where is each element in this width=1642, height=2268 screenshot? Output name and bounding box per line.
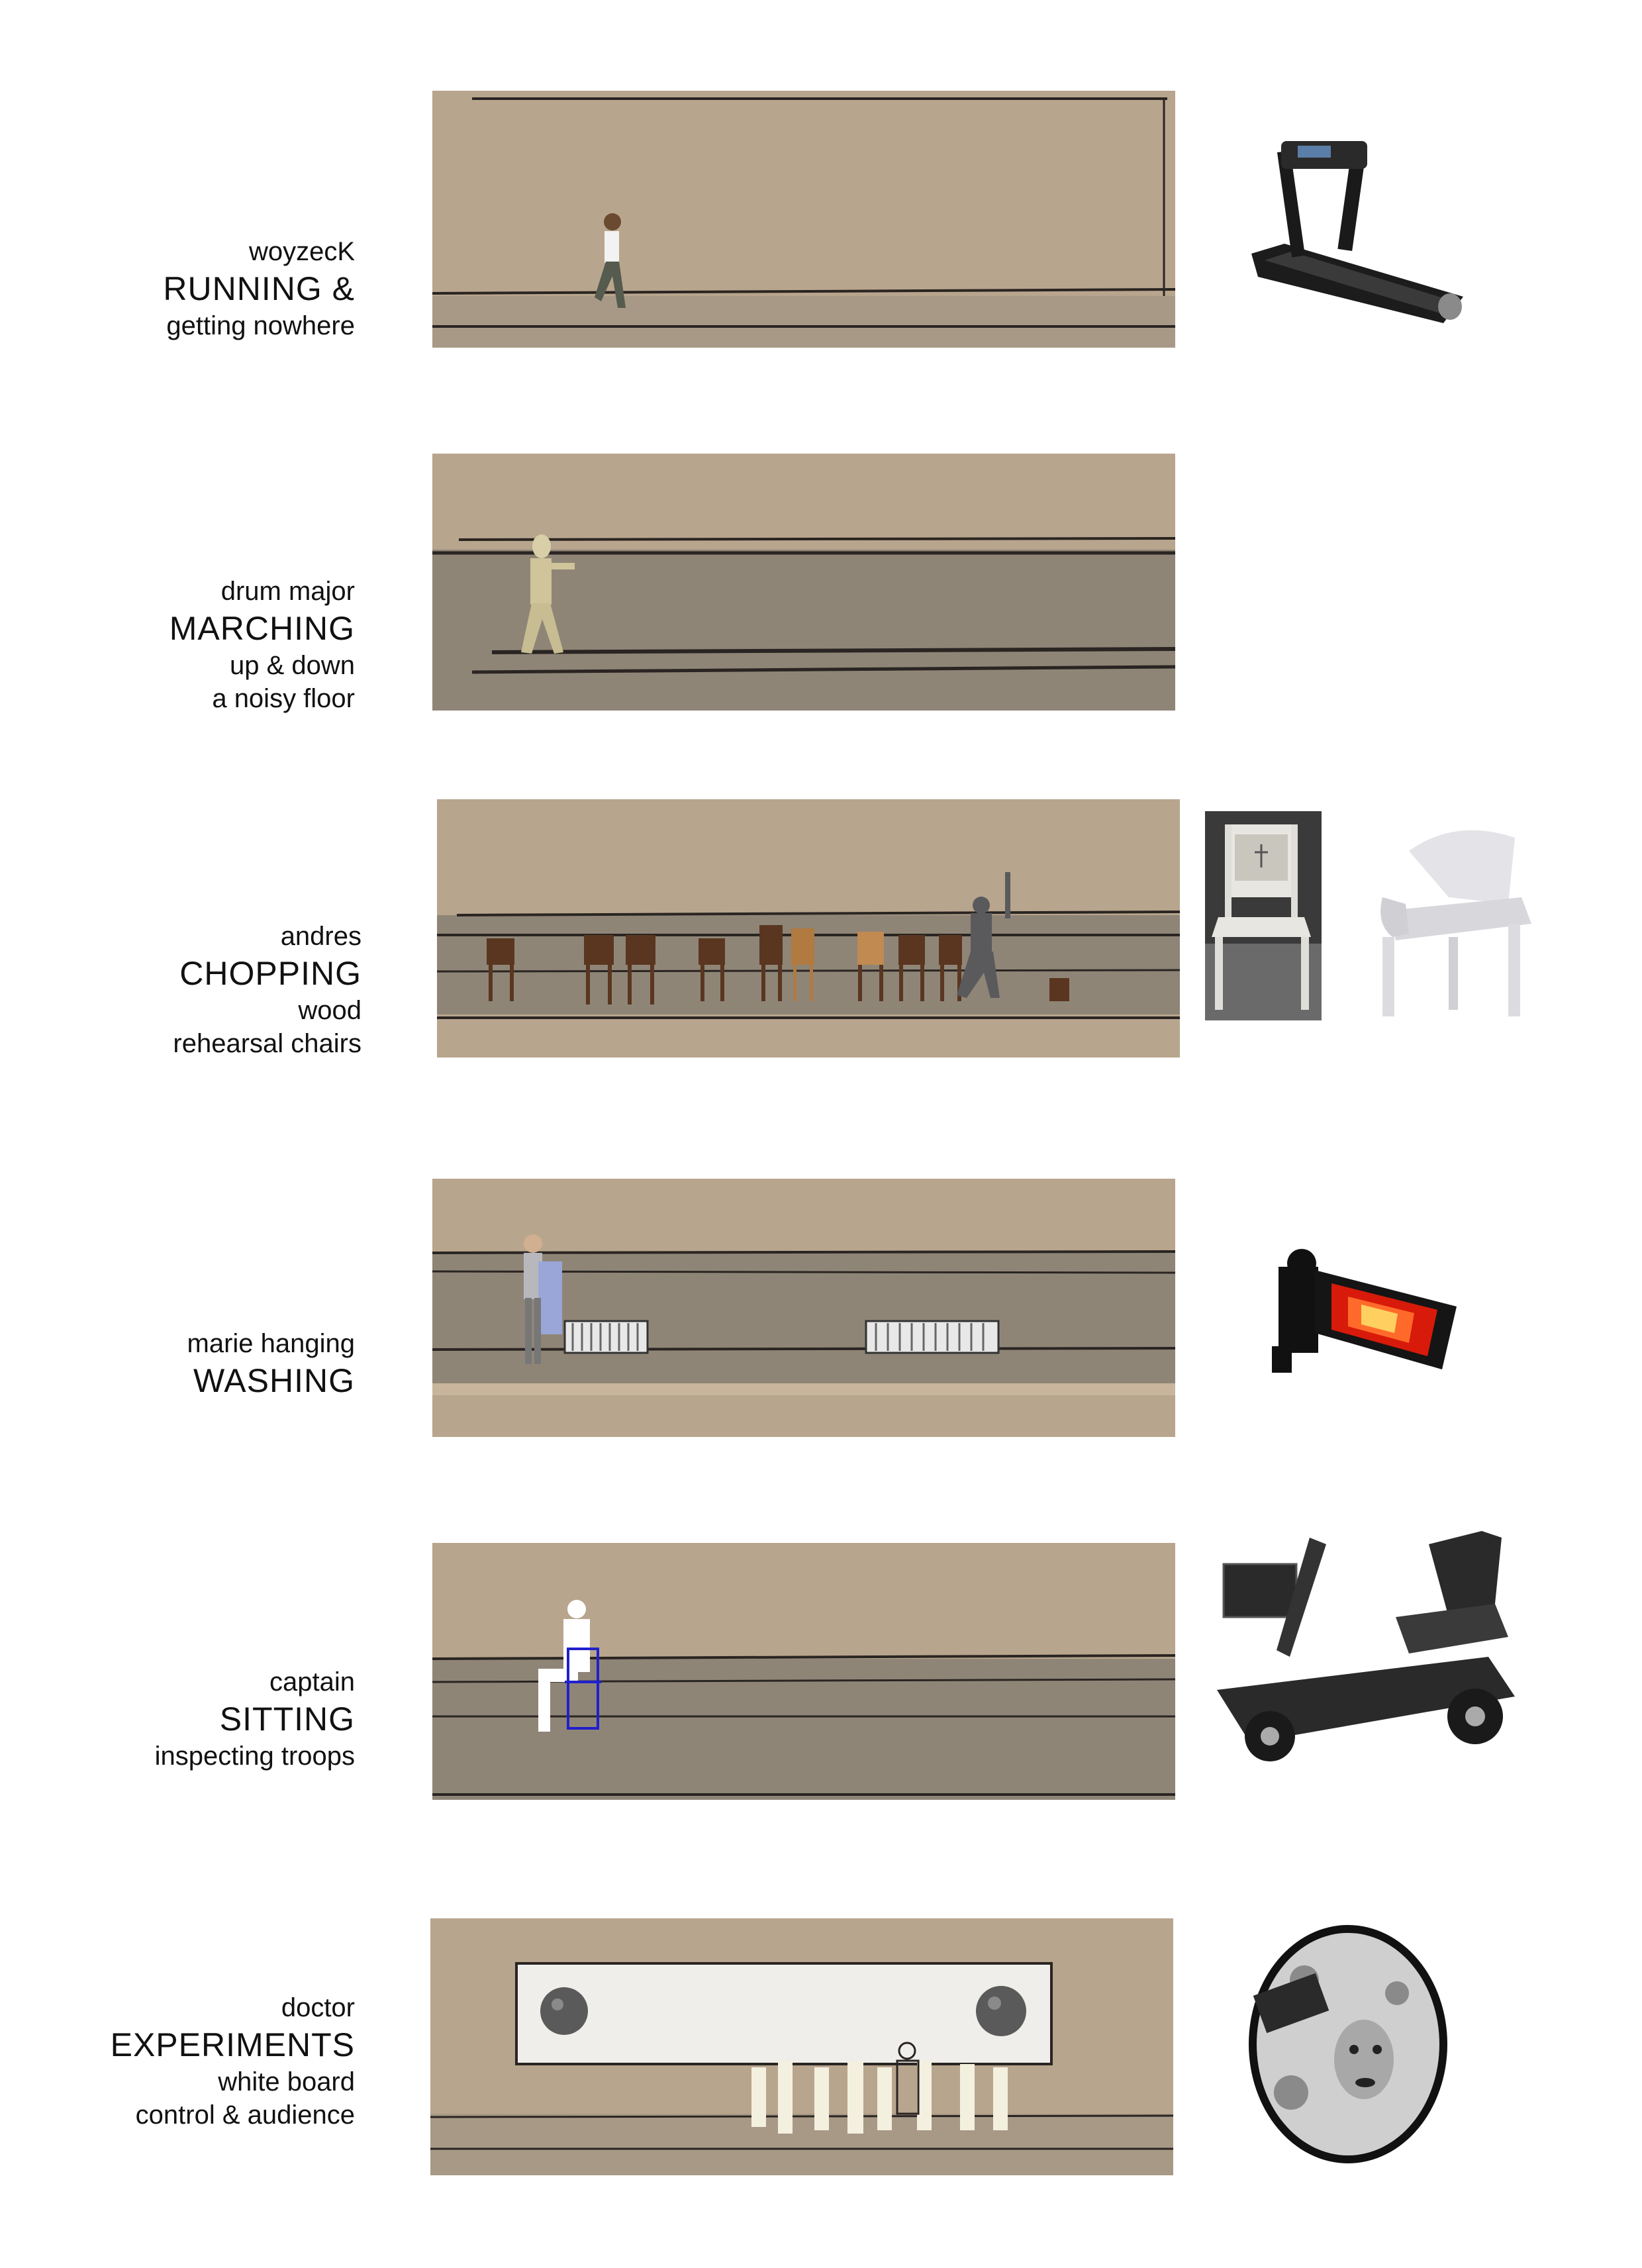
- moon-left: [540, 1987, 588, 2035]
- character-name: marie hanging: [187, 1329, 355, 1358]
- prop-mobility-scooter: [1210, 1524, 1525, 1779]
- moon-right: [976, 1986, 1026, 2036]
- character-name: andres: [280, 922, 362, 951]
- action-note: inspecting troops: [154, 1742, 355, 1771]
- action-note: wood: [298, 996, 362, 1025]
- scene-caption-marching: [169, 575, 355, 715]
- scene-caption-chopping: [173, 920, 362, 1060]
- character-name: drum major: [220, 577, 355, 606]
- character-name: captain: [269, 1667, 355, 1697]
- action-note: a noisy floor: [212, 684, 355, 713]
- action-note: up & down: [229, 651, 355, 680]
- action-title: CHOPPING: [179, 955, 362, 992]
- stage-sketch-experiments: [430, 1918, 1173, 2175]
- action-title: EXPERIMENTS: [110, 2026, 355, 2063]
- stage-sketch-sitting: [432, 1543, 1175, 1800]
- scene-caption-experiments: [111, 1991, 355, 2132]
- stage-sketch-running: [432, 91, 1175, 348]
- audience-figures: [751, 2061, 1008, 2134]
- scene-caption-sitting: [155, 1665, 355, 1773]
- prop-wooden-chapel-chair: [1205, 811, 1322, 1020]
- character-name: doctor: [281, 1993, 355, 2022]
- action-title: MARCHING: [169, 610, 355, 647]
- action-note: control & audience: [135, 2100, 355, 2130]
- action-title: WASHING: [193, 1362, 355, 1399]
- radiator-right: [866, 1321, 998, 1353]
- action-note: white board: [218, 2067, 355, 2096]
- stage-sketch-marching: [432, 454, 1175, 711]
- prop-moon-face: [1245, 1920, 1451, 2168]
- action-title: RUNNING &: [163, 270, 355, 307]
- stage-sketch-chopping: [437, 799, 1180, 1058]
- prop-patio-heater: [1269, 1244, 1457, 1376]
- scooter-basket: [1224, 1564, 1296, 1617]
- stage-sketch-washing: [432, 1179, 1175, 1437]
- prop-treadmill: [1245, 138, 1474, 328]
- action-note: getting nowhere: [166, 311, 355, 340]
- action-note: rehearsal chairs: [173, 1029, 362, 1058]
- character-name: woyzecK: [248, 237, 355, 266]
- white-board: [516, 1963, 1051, 2064]
- action-title: SITTING: [219, 1701, 355, 1738]
- scene-caption-washing: [187, 1327, 356, 1401]
- radiator-left: [565, 1321, 648, 1353]
- scooter-seat-back: [1429, 1531, 1502, 1617]
- scene-caption-running: [163, 235, 355, 342]
- prop-white-plastic-chair: [1369, 824, 1535, 1020]
